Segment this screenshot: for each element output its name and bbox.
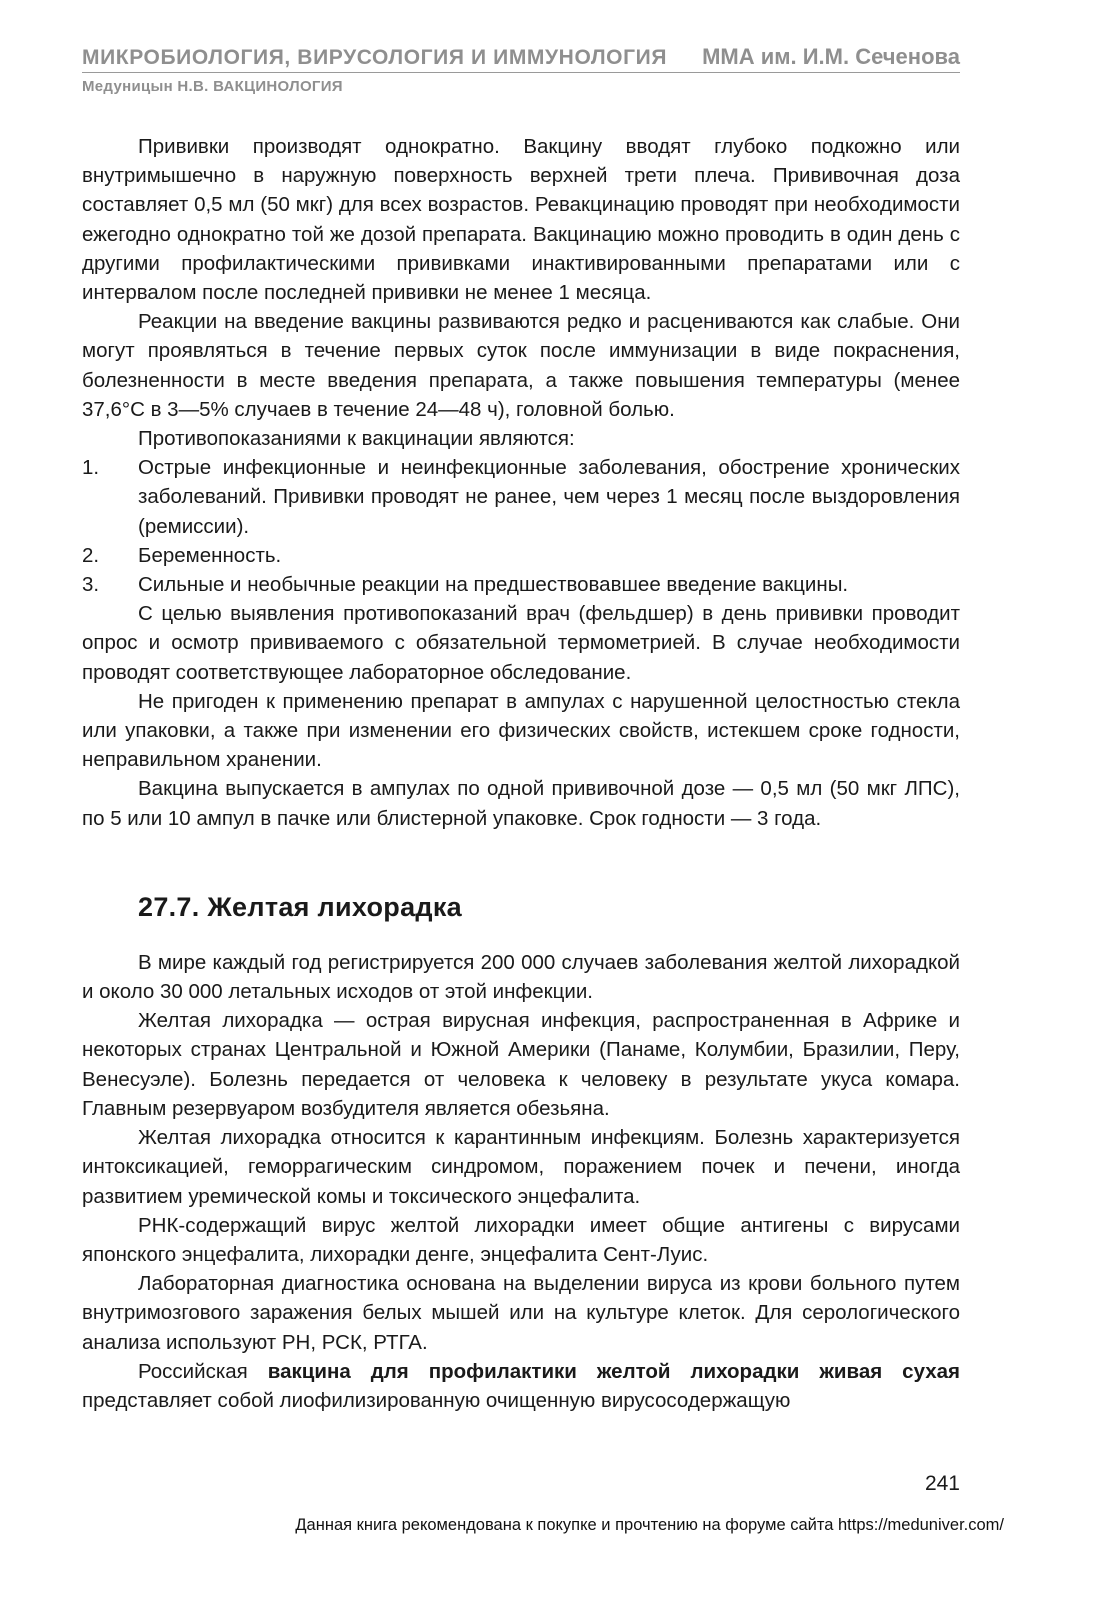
vaccine-name-bold: вакцина для профилактики желтой лихорадки живая сухая [267,1359,960,1383]
paragraph-unfit-preparation: Не пригоден к применению препарат в ампулах с нарушенной целостностью стекла или упаковки, а также при изменении его физических свойств, истекшем сроке годности, неправильном хранении. [82,689,960,772]
paragraph-yf-definition: Желтая лихорадка — острая вирусная инфекция, распространенная в Африке и некоторых странах Центральной и Южной Америки (Панаме, Колумбии, Бразилии, Перу, Венесуэле). Болезнь передается от человека к человеку в результате укуса комара. Главным резервуаром возбудителя является обезьяна. [82,1009,960,1120]
paragraph-yf-characteristics: Желтая лихорадка относится к карантинным инфекциям. Болезнь характеризуется интоксикацией, геморрагическим синдромом, поражением почек и печени, иногда развитием уремической комы и токсического энцефалита. [82,1126,960,1208]
header-institution: ММА им. И.М. Сеченова [702,44,960,69]
list-item [82,570,960,599]
paragraph-yf-diagnostics: Лабораторная диагностика основана на выделении вируса из крови больного путем внутримозгового заражения белых мышей или на культуре клеток. Для серологического анализа используют РН, РСК, РТГА. [82,1272,960,1354]
paragraph-contraindications-intro: Противопоказаниями к вакцинации являются: [138,427,575,451]
paragraph-reactions: Реакции на введение вакцины развиваются редко и расцениваются как слабые. Они могут проявляться в течение первых суток после иммунизации в виде покраснения, болезненности в месте введения препарата, а также повышения температуры (менее 37,6°С в 3—5% случаев в течение 24—48 ч), головной болью. [82,310,960,421]
paragraph-packaging: Вакцина выпускается в ампулах по одной прививочной дозе — 0,5 мл (50 мкг ЛПС), по 5 или 10 ампул в пачке или блистерной упаковке. Срок годности — 3 года. [82,777,960,830]
header-subtitle: Медуницын Н.В. ВАКЦИНОЛОГИЯ [82,78,343,95]
footer-note: Данная книга рекомендована к покупке и прочтению на форуме сайта https://meduniver.com/ [295,1516,1004,1534]
list-item-text: Беременность. [138,543,282,567]
section-title: 27.7. Желтая лихорадка [138,891,462,922]
page-header [82,44,960,95]
list-item-text: Острые инфекционные и неинфекционные заболевания, обострение хронических заболеваний. Прививки проводят не ранее, чем через 1 месяц после выздоровления (ремиссии). [138,456,960,538]
contraindications-list [82,453,960,599]
list-item [82,453,960,541]
paragraph-start-text: Российская [138,1359,248,1383]
paragraph-screening: С целью выявления противопоказаний врач (фельдшер) в день прививки проводит опрос и осмотр прививаемого с обязательной термометрией. В случае необходимости проводят соответствующее лабораторное обследование. [82,602,960,684]
list-item-number: 1. [82,456,100,480]
header-title: МИКРОБИОЛОГИЯ, ВИРУСОЛОГИЯ И ИММУНОЛОГИЯ [82,46,668,69]
paragraph-yf-statistics: В мире каждый год регистрируется 200 000 случаев заболевания желтой лихорадкой и около 30 000 летальных исходов от этой инфекции. [82,950,960,1004]
paragraph-yf-virus: РНК-содержащий вирус желтой лихорадки имеет общие антигены с вирусами японского энцефалита, лихорадки денге, энцефалита Сент-Луис. [82,1213,960,1266]
paragraph-yf-vaccine [82,1357,960,1415]
list-item-text: Сильные и необычные реакции на предшествовавшее введение вакцины. [138,573,849,597]
paragraph-end-text: представляет собой лиофилизированную очищенную вирусосодержащую [82,1388,791,1412]
list-item [82,541,960,570]
paragraph-vaccination-procedure: Прививки производят однократно. Вакцину вводят глубоко подкожно или внутримышечно в наружную поверхность верхней трети плеча. Прививочная доза составляет 0,5 мл (50 мкг) для всех возрастов. Ревакцинацию проводят при необходимости ежегодно однократно той же дозой препарата. Вакцинацию можно проводить в один день с другими профилактическими прививками инактивированными препаратами или с интервалом после последней прививки не менее 1 месяца. [82,135,960,305]
list-item-number: 3. [82,573,100,597]
list-item-number: 2. [82,543,100,567]
page-number: 241 [924,1472,960,1495]
page-content [82,132,960,1415]
header-row [82,44,960,73]
